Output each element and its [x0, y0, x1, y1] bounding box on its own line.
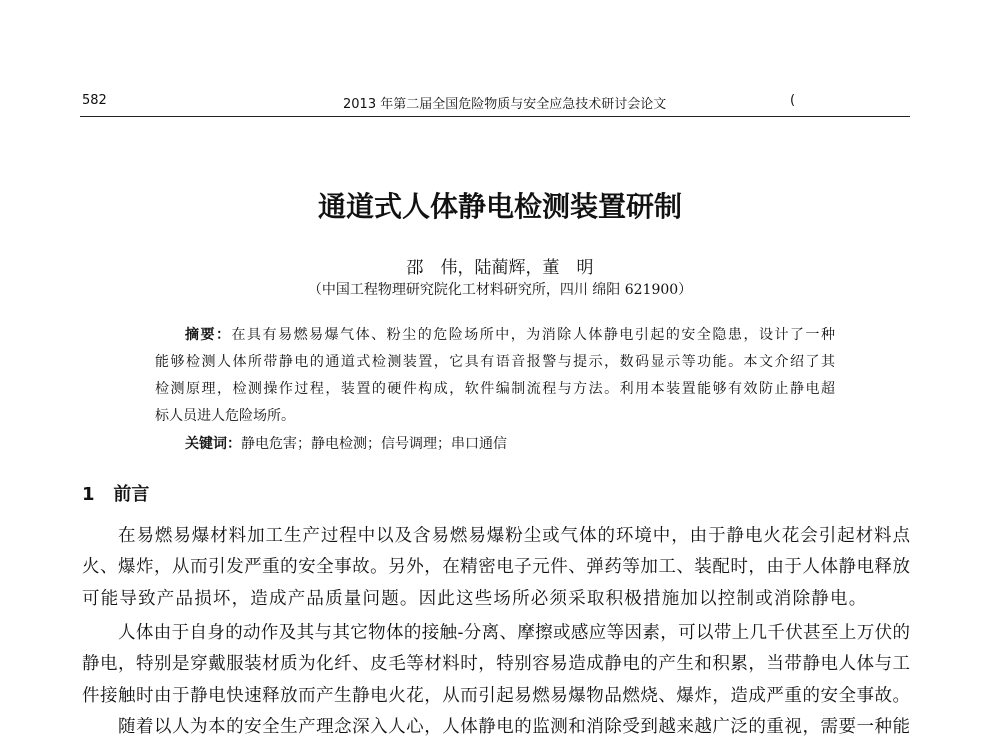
body-line: 火、爆炸，从而引发严重的安全事故。另外，在精密电子元件、弹药等加工、装配时，由于人体静电释放 — [82, 557, 910, 577]
section-heading — [82, 480, 149, 506]
abstract-text: 在具有易燃易爆气体、粉尘的危险场所中，为消除人体静电引起的安全隐患，设计了一种 — [231, 327, 836, 343]
keywords-text: 静电危害；静电检测；信号调理；串口通信 — [241, 436, 507, 452]
header-mark: ( — [790, 93, 796, 108]
keywords — [185, 433, 507, 453]
body-line: 人体由于自身的动作及其与其它物体的接触-分离、摩擦或感应等因素，可以带上几千伏甚至上万伏的 — [118, 623, 910, 643]
abstract-line: 检测原理，检测操作过程，装置的硬件构成，软件编制流程与方法。利用本装置能够有效防止静电超 — [155, 381, 835, 397]
section-title: 前言 — [113, 484, 150, 505]
header-rule — [80, 116, 910, 117]
body-line: 件接触时由于静电快速释放而产生静电火花，从而引起易燃易爆物品燃烧、爆炸，造成严重的安全事故。 — [82, 686, 910, 706]
abstract-label: 摘要： — [185, 327, 232, 343]
body-line: 随着以人为本的安全生产理念深入人心，人体静电的监测和消除受到越来越广泛的重视，需要一种能 — [118, 717, 910, 737]
section-number: 1 — [82, 484, 95, 505]
paper-title: 通道式人体静电检测装置研制 — [317, 190, 682, 223]
body-line: 可能导致产品损坏，造成产品质量问题。因此这些场所必须采取积极措施加以控制或消除静电。 — [82, 589, 868, 609]
affiliation: （中国工程物理研究院化工材料研究所，四川 绵阳 621900） — [307, 282, 693, 298]
running-title: 2013 年第二届全国危险物质与安全应急技术研讨会论文 — [343, 97, 667, 112]
keywords-label: 关键词： — [185, 436, 241, 452]
body-line: 在易燃易爆材料加工生产过程中以及含易燃易爆粉尘或气体的环境中，由于静电火花会引起材料点 — [118, 526, 910, 546]
authors: 邵 伟，陆蔺辉，董 明 — [406, 258, 594, 278]
abstract-line: 能够检测人体所带静电的通道式检测装置，它具有语音报警与提示，数码显示等功能。本文介绍了其 — [155, 354, 835, 370]
abstract-line — [185, 324, 835, 344]
page-number: 582 — [82, 93, 107, 108]
body-line: 静电，特别是穿戴服装材质为化纤、皮毛等材料时，特别容易造成静电的产生和积累，当带静电人体与工 — [82, 654, 910, 674]
abstract-line: 标人员进人危险场所。 — [155, 408, 295, 424]
